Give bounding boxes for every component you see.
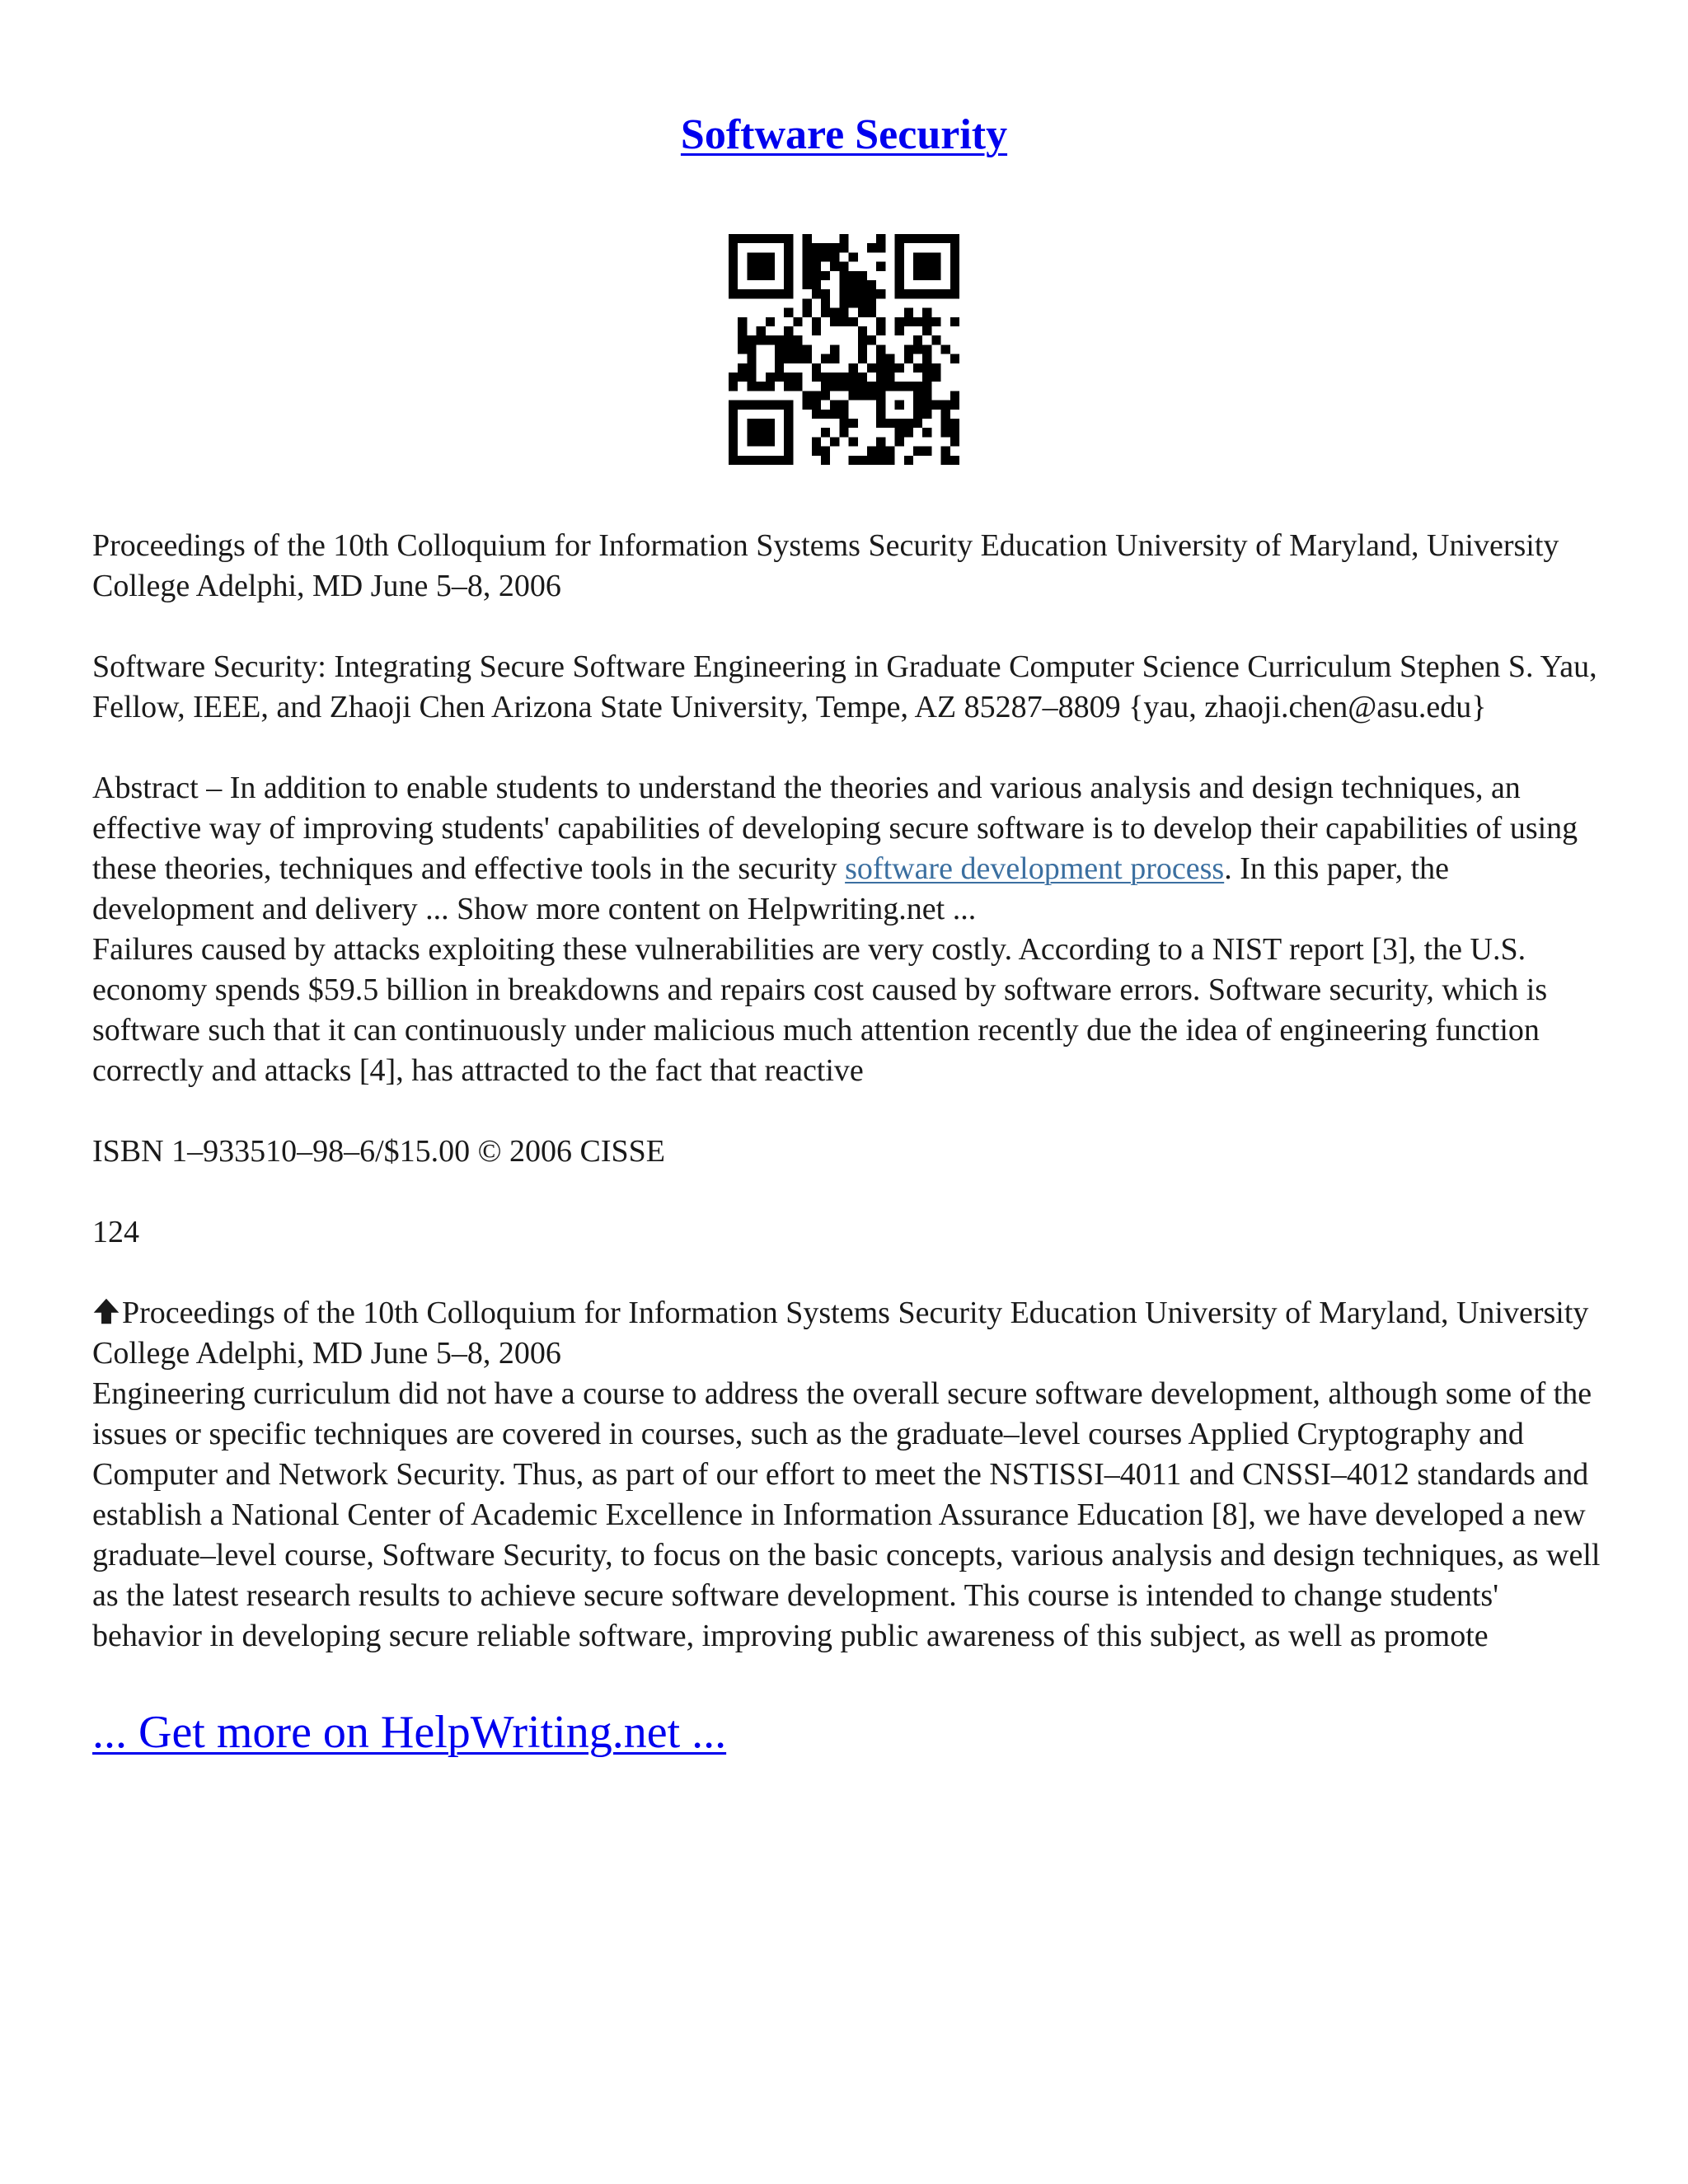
title-link[interactable]: Software Security (680, 111, 1008, 158)
failures-paragraph: Failures caused by attacks exploiting these vulnerabilities are very costly. According to a NIST report [3], the U.S. economy spends $59.5 billion in breakdowns and repairs cost caused by software errors. Software security, which is software such that it can continuously under malicious much attention recently due the idea of engineering function correctly and attacks [4], has attracted to the fact that reactive (92, 932, 1548, 1088)
proceedings-2-text: Proceedings of the 10th Colloquium for Information Systems Security Education University of Maryland, University College Adelphi, MD June 5–8, 2006 (92, 1296, 1589, 1371)
page-number: 124 (92, 1215, 139, 1249)
document-body (92, 526, 1601, 1759)
paper-header-paragraph: Software Security: Integrating Secure Software Engineering in Graduate Computer Science Curriculum Stephen S. Yau, Fellow, IEEE, and Zhaoji Chen Arizona State University, Tempe, AZ 85287–8809 {yau, zhaoji.chen@asu.edu} (92, 649, 1597, 724)
qr-code-icon (729, 234, 959, 465)
proceedings-paragraph: Proceedings of the 10th Colloquium for Information Systems Security Education University of Maryland, University College Adelphi, MD June 5–8, 2006 (92, 528, 1559, 603)
proceedings-paragraph-2 (92, 1293, 1601, 1374)
isbn-line: ISBN 1–933510–98–6/$15.00 © 2006 CISSE (92, 1134, 665, 1169)
abstract-text-end: . In this paper, the development and delivery ... Show more content on Helpwriting.net ... (92, 851, 1450, 926)
get-more-link[interactable]: ... Get more on HelpWriting.net ... (92, 1707, 727, 1758)
abstract-paragraph (92, 768, 1601, 930)
title-area (92, 0, 1596, 185)
engineering-paragraph: Engineering curriculum did not have a course to address the overall secure software development, although some of the issues or specific techniques are covered in courses, such as the graduate–level courses Applied Cryptography and Computer and Network Security. Thus, as part of our effort to meet the NSTISSI–4011 and CNSSI–4012 standards and establish a National Center of Academic Excellence in Information Assurance Education [8], we have developed a new graduate–level course, Software Security, to focus on the basic concepts, various analysis and design techniques, as well as the latest research results to achieve secure software development. This course is intended to change students' behavior in developing secure reliable software, improving public awareness of this subject, as well as promote (92, 1376, 1601, 1653)
software-development-process-link[interactable]: software development process (845, 851, 1225, 886)
arrow-up-icon (92, 1297, 120, 1325)
abstract-text-start: Abstract – In addition to enable students to understand the theories and various analysis and design techniques, an effective way of improving students' capabilities of developing secure software is to develop their capabilities of using these theories, techniques and effective tools in the security (92, 771, 1578, 886)
